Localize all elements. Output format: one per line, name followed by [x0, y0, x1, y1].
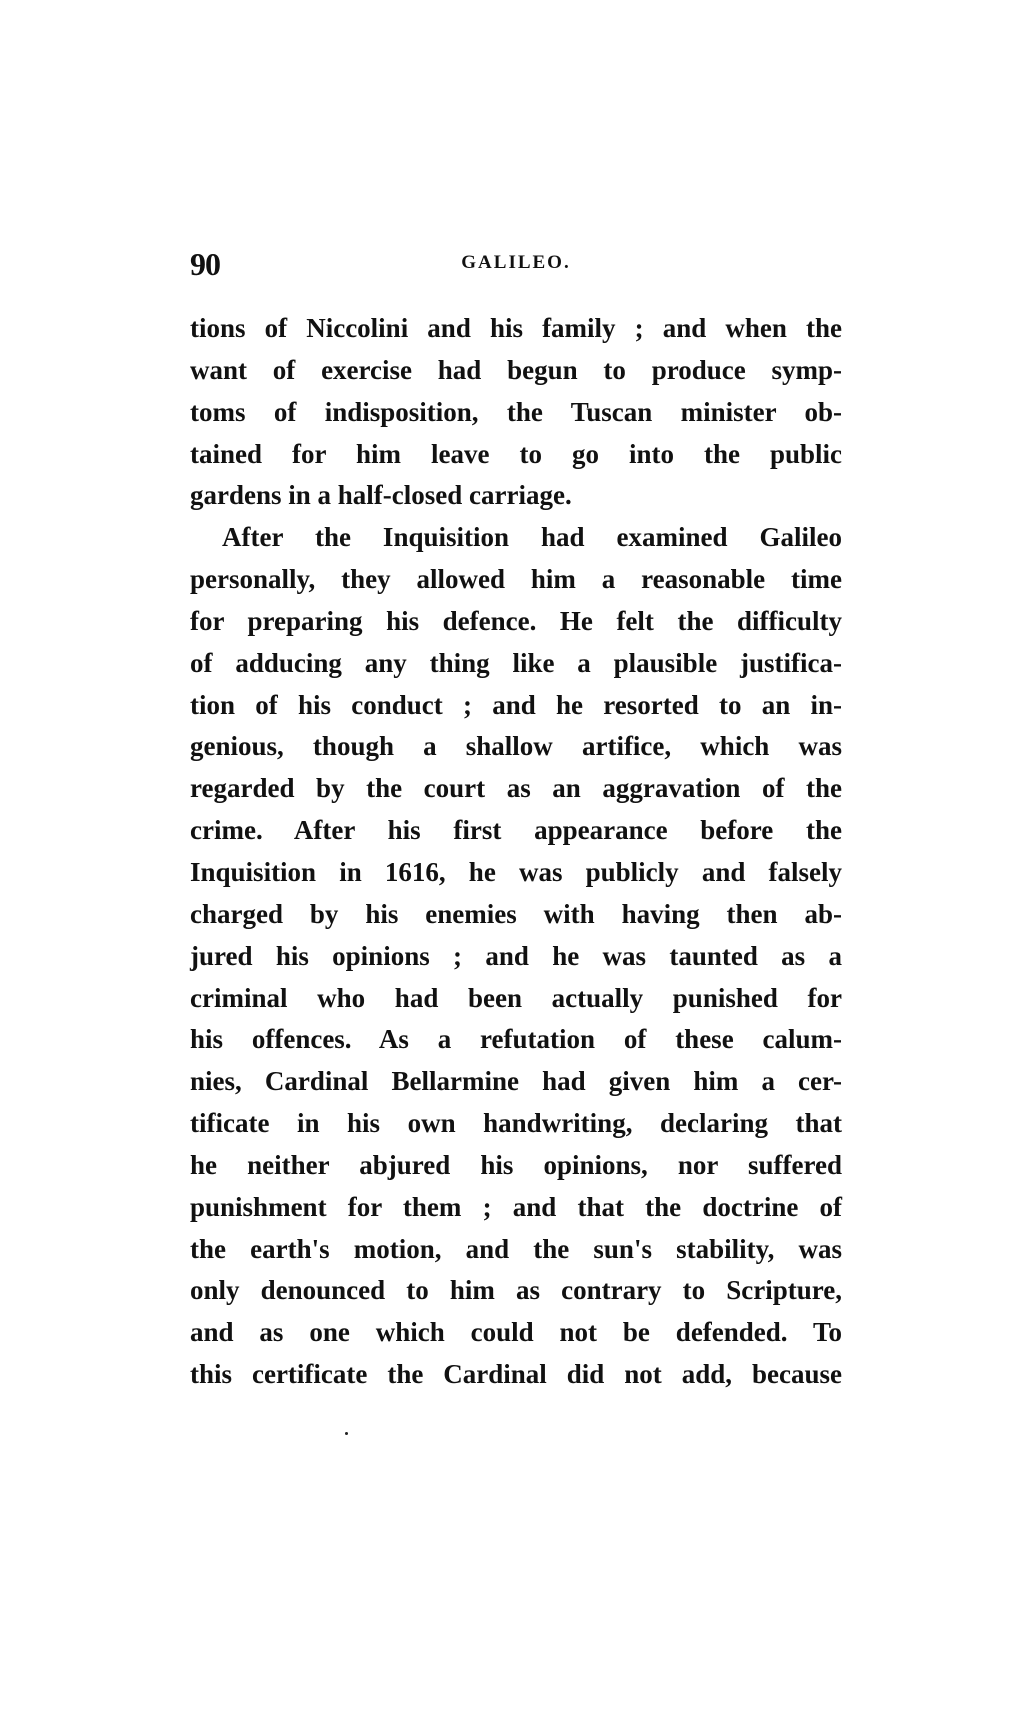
body-text	[190, 308, 842, 1396]
text-line: want of exercise had begun to produce symp-	[190, 354, 842, 385]
text-line: tained for him leave to go into the public	[190, 438, 842, 469]
text-line: charged by his enemies with having then ab-	[190, 898, 842, 929]
text-line: the earth's motion, and the sun's stability, was	[190, 1233, 842, 1264]
text-line: toms of indisposition, the Tuscan minister ob-	[190, 396, 842, 427]
running-head	[190, 246, 842, 286]
ink-speck	[345, 1432, 348, 1435]
text-line: crime. After his first appearance before the	[190, 815, 842, 846]
text-line: his offences. As a refutation of these calum-	[190, 1024, 842, 1055]
text-line: tions of Niccolini and his family ; and when the	[190, 313, 842, 343]
text-line: only denounced to him as contrary to Scripture,	[190, 1275, 842, 1306]
text-line: tion of his conduct ; and he resorted to an in-	[190, 689, 842, 720]
text-line: gardens in a half-closed carriage.	[190, 480, 572, 511]
text-line: Inquisition in 1616, he was publicly and falsely	[190, 856, 842, 887]
text-line: jured his opinions ; and he was taunted as a	[190, 940, 842, 971]
text-line: nies, Cardinal Bellarmine had given him a cer-	[190, 1066, 842, 1097]
text-line: tificate in his own handwriting, declaring that	[190, 1108, 842, 1139]
running-title: GALILEO.	[461, 252, 571, 273]
text-line: for preparing his defence. He felt the difficulty	[190, 605, 842, 636]
text-line: this certificate the Cardinal did not add, because	[190, 1359, 842, 1390]
text-line: and as one which could not be defended. To	[190, 1317, 842, 1348]
text-line: genious, though a shallow artifice, which was	[190, 731, 842, 762]
text-line: punishment for them ; and that the doctrine of	[190, 1191, 842, 1222]
text-line: of adducing any thing like a plausible justifica-	[190, 647, 842, 678]
text-line: personally, they allowed him a reasonable time	[190, 564, 842, 595]
text-line: After the Inquisition had examined Galileo	[222, 522, 842, 553]
text-line: criminal who had been actually punished for	[190, 982, 842, 1013]
text-line: regarded by the court as an aggravation of the	[190, 773, 842, 804]
text-line: he neither abjured his opinions, nor suffered	[190, 1149, 842, 1180]
page-number: 90	[190, 246, 220, 282]
